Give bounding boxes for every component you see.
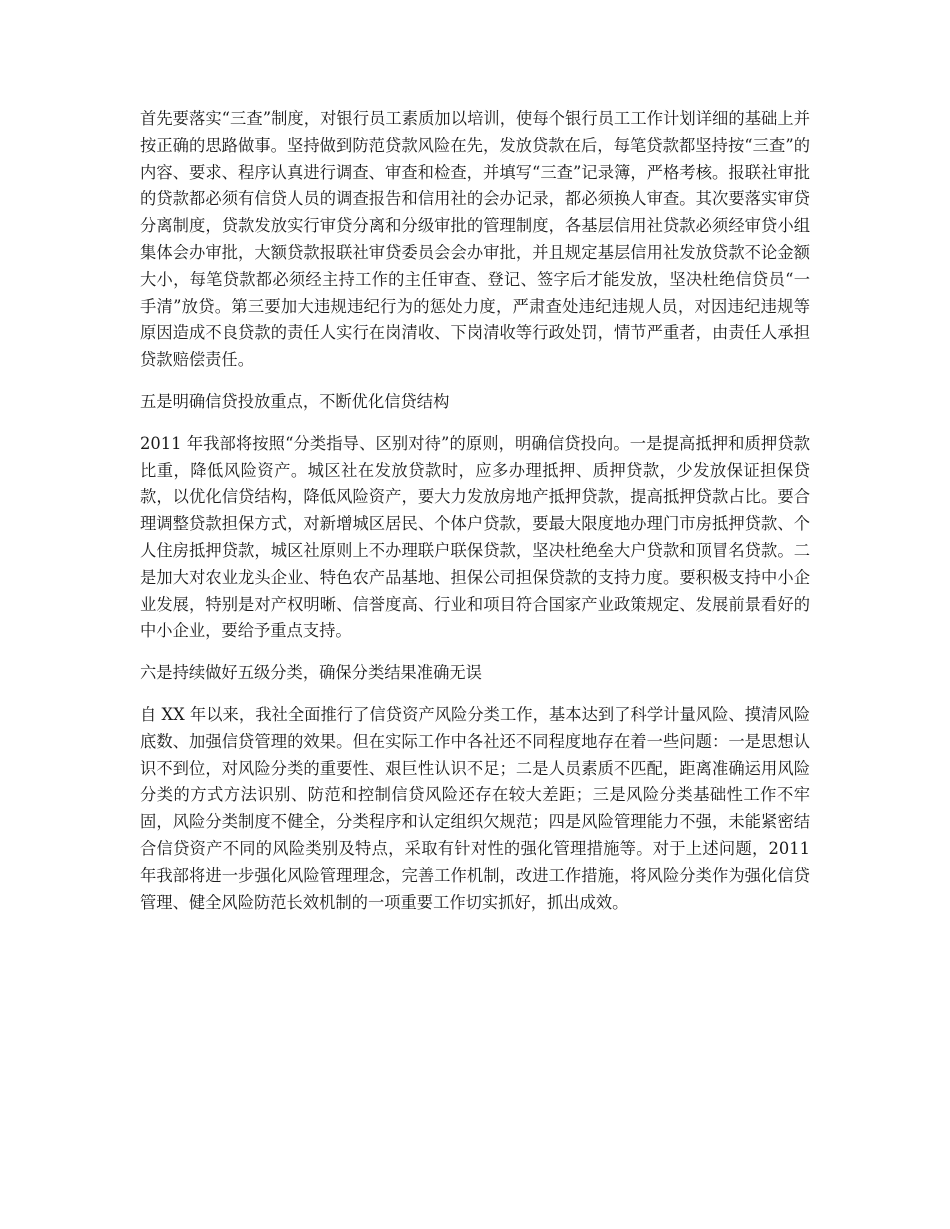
paragraph-1: 首先要落实“三查”制度，对银行员工素质加以培训，使每个银行员工工作计划详细的基础上并按正确的思路做事。坚持做到防范贷款风险在先，发放贷款在后，每笔贷款都坚持按“三查”的内容、要求、程序认真进行调查、审查和检查，并填写“三查”记录簿，严格考核。报联社审批的贷款都必须有信贷人员的调查报告和信用社的会办记录，都必须换人审查。其次要落实审贷分离制度，贷款发放实行审贷分离和分级审批的管理制度，各基层信用社贷款必须经审贷小组集体会办审批，大额贷款报联社审贷委员会会办审批，并且规定基层信用社发放贷款不论金额大小，每笔贷款都必须经主持工作的主任审查、登记、签字后才能发放，坚决杜绝信贷员“一手清”放贷。第三要加大违规违纪行为的惩处力度，严肃查处违纪违规人员，对因违纪违规等原因造成不良贷款的责任人实行在岗清收、下岗清收等行政处罚，情节严重者，由责任人承担贷款赔偿责任。 [140, 109, 810, 370]
section-heading-6: 六是持续做好五级分类，确保分类结果准确无误 [140, 663, 482, 683]
section-heading-5: 五是明确信贷投放重点，不断优化信贷结构 [140, 391, 450, 411]
paragraph-3: 自 XX 年以来，我社全面推行了信贷资产风险分类工作，基本达到了科学计量风险、摸清风险底数、加强信贷管理的效果。但在实际工作中各社还不同程度地存在着一些问题：一是思想认识不到位，对风险分类的重要性、艰巨性认识不足；二是人员素质不匹配，距离准确运用风险分类的方式方法识别、防范和控制信贷风险还存在较大差距；三是风险分类基础性工作不牢固，风险分类制度不健全，分类程序和认定组织欠规范；四是风险管理能力不强，未能紧密结合信贷资产不同的风险类别及特点，采取有针对性的强化管理措施等。对于上述问题，2011 年我部将进一步强化风险管理理念，完善工作机制，改进工作措施，将风险分类作为强化信贷管理、健全风险防范长效机制的一项重要工作切实抓好，抓出成效。 [140, 704, 810, 912]
document-body [140, 106, 810, 916]
paragraph-2: 2011 年我部将按照“分类指导、区别对待”的原则，明确信贷投向。一是提高抵押和质押贷款比重，降低风险资产。城区社在发放贷款时，应多办理抵押、质押贷款，少发放保证担保贷款，以优化信贷结构，降低风险资产，要大力发放房地产抵押贷款，提高抵押贷款占比。要合理调整贷款担保方式，对新增城区居民、个体户贷款，要最大限度地办理门市房抵押贷款、个人住房抵押贷款，城区社原则上不办理联户联保贷款，坚决杜绝垒大户贷款和顶冒名贷款。二是加大对农业龙头企业、特色农产品基地、担保公司担保贷款的支持力度。要积极支持中小企业发展，特别是对产权明晰、信誉度高、行业和项目符合国家产业政策规定、发展前景看好的中小企业，要给予重点支持。 [140, 433, 810, 641]
